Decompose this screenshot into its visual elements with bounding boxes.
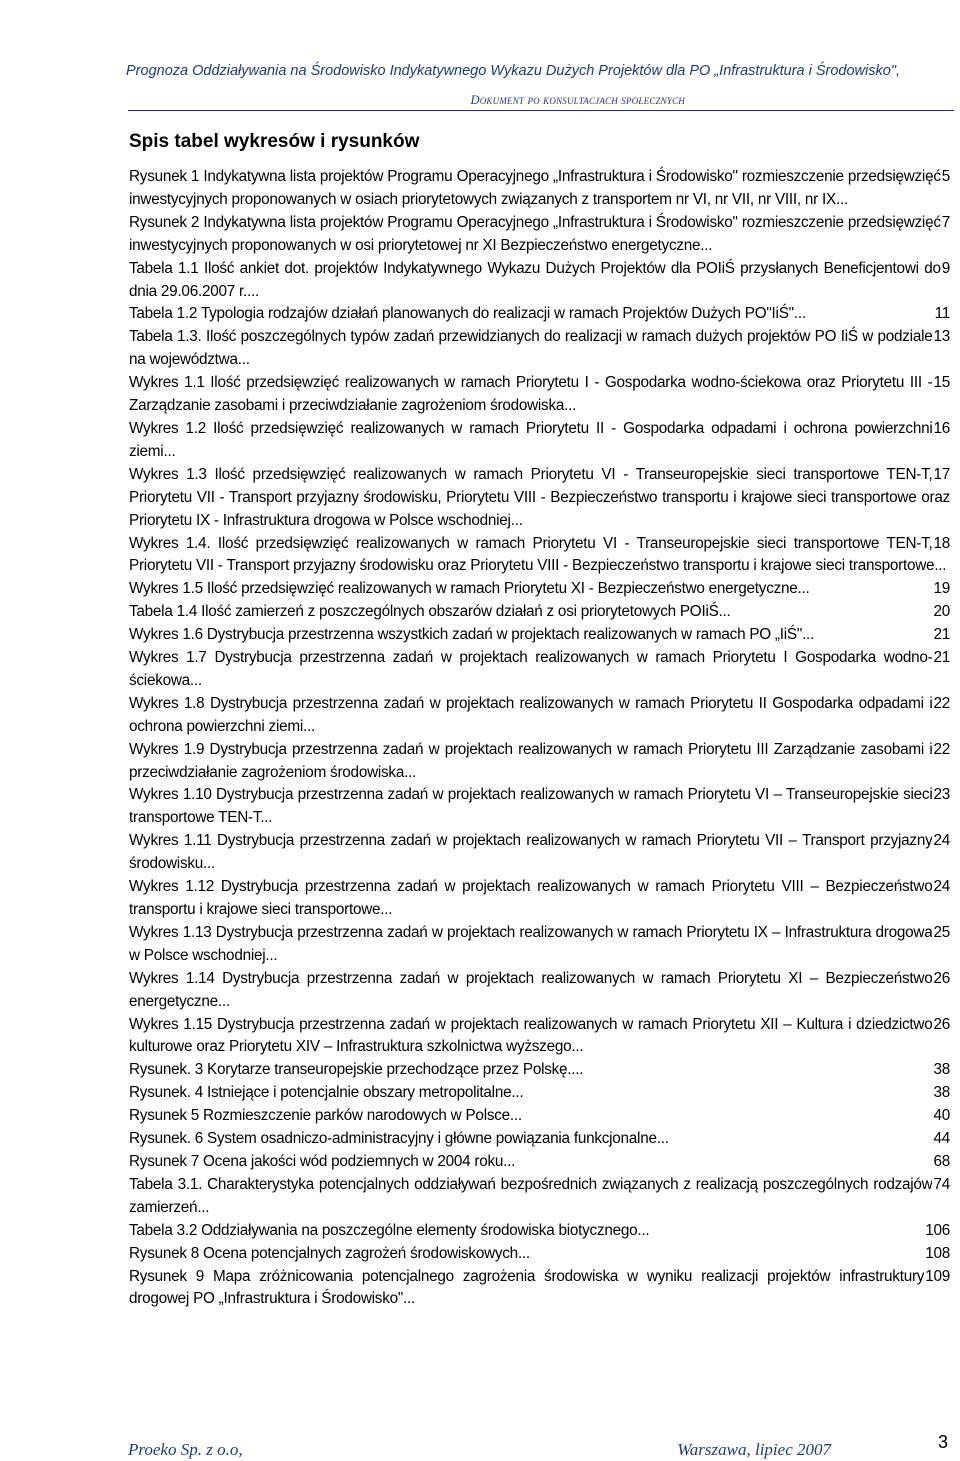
toc-entry[interactable] — [129, 876, 950, 922]
toc-entry-text: Wykres 1.6 Dystrybucja przestrzenna wszystkich zadań w projektach realizowanych w ramach PO „IiŚ" — [129, 626, 803, 644]
toc-entry-page: 108 — [924, 1243, 950, 1266]
toc-leader-dots: ... — [797, 580, 810, 598]
toc-entry-page: 22 — [932, 693, 950, 716]
toc-entry-page: 106 — [924, 1220, 950, 1243]
toc-entry-page: 5 — [941, 166, 950, 189]
toc-entry-page: 25 — [932, 922, 950, 945]
toc-entry-text: Rysunek. 6 System osadniczo-administracyjny i główne powiązania funkcjonalne — [129, 1130, 657, 1148]
toc-entry-text: Wykres 1.2 Ilość przedsięwzięć realizowanych w ramach Priorytetu II - Gospodarka odpadami i ochrona powierzchni ziemi — [129, 419, 933, 460]
toc-leader-dots: ... — [802, 626, 815, 644]
toc-entry-page: 22 — [932, 739, 950, 762]
toc-entry-text: Wykres 1.10 Dystrybucja przestrzenna zadań w projektach realizowanych w ramach Priorytetu VI – Transeuropejskie sieci transportowe TEN-T — [129, 786, 933, 827]
toc-entry[interactable] — [129, 830, 950, 876]
toc-leader-dots: ... — [203, 855, 216, 873]
toc-leader-dots: ... — [510, 511, 523, 529]
toc-entry-text: Rysunek 7 Ocena jakości wód podziemnych w 2004 roku — [129, 1152, 504, 1170]
toc-entry[interactable] — [129, 1151, 950, 1174]
toc-entry-page: 26 — [932, 968, 950, 991]
toc-leader-dots: ... — [571, 1038, 584, 1056]
toc-leader-dots: ... — [564, 397, 577, 415]
toc-entry-page: 38 — [932, 1082, 950, 1105]
toc-entry-text: Wykres 1.4. Ilość przedsięwzięć realizowanych w ramach Priorytetu VI - Transeuropejskie sieci transportowe TEN-T, Priorytetu VII - Transport przyjazny środowisku oraz Priorytetu VIII - Bezpieczeństwo transportu i krajowe sieci transportowe — [129, 534, 935, 575]
toc-entry-page: 15 — [932, 372, 950, 395]
toc-leader-dots: ... — [571, 1061, 584, 1079]
toc-entry-page: 17 — [932, 464, 950, 487]
toc-entry-text: Tabela 3.1. Charakterystyka potencjalnych oddziaływań bezpośrednich związanych z realizacją poszczególnych rodzajów zamierzeń — [129, 1175, 933, 1216]
toc-entry-page: 40 — [932, 1105, 950, 1128]
toc-entry[interactable] — [129, 1105, 950, 1128]
toc-entry[interactable] — [129, 464, 950, 533]
toc-entry-page: 21 — [932, 647, 950, 670]
toc-entry[interactable] — [129, 578, 950, 601]
toc-entry[interactable] — [129, 601, 950, 624]
toc-leader-dots: ... — [246, 282, 259, 300]
toc-leader-dots: ... — [793, 305, 806, 323]
toc-entry-text: Wykres 1.8 Dystrybucja przestrzenna zadań w projektach realizowanych w ramach Priorytetu II Gospodarka odpadami i ochrona powierzchni ziemi — [129, 694, 933, 735]
toc-leader-dots: ... — [503, 1152, 516, 1170]
header-divider — [128, 110, 954, 111]
toc-entry-page: 38 — [932, 1059, 950, 1082]
toc-entry-page: 21 — [932, 624, 950, 647]
toc-entry-text: Wykres 1.1 Ilość przedsięwzięć realizowanych w ramach Priorytetu I - Gospodarka wodno-ściekowa oraz Priorytetu III - Zarządzanie zasobami i przeciwdziałanie zagrożeniom środowiska — [129, 374, 933, 415]
toc-entry-text: Rysunek 2 Indykatywna lista projektów Programu Operacyjnego „Infrastruktura i Środowisko" rozmieszczenie przedsięwzięć inwestycyjnych proponowanych w osi priorytetowej nr XI Bezpieczeństwo energetyczne — [129, 213, 941, 254]
toc-entry-page: 24 — [932, 876, 950, 899]
toc-entry-text: Wykres 1.7 Dystrybucja przestrzenna zadań w projektach realizowanych w ramach Priorytetu I Gospodarka wodno-ściekowa — [129, 649, 933, 689]
toc-entry[interactable] — [129, 1266, 950, 1312]
footer-company: Proeko Sp. z o.o, — [128, 1440, 243, 1459]
toc-entry-text: Wykres 1.14 Dystrybucja przestrzenna zadań w projektach realizowanych w ramach Priorytetu XI – Bezpieczeństwo energetyczne — [129, 969, 933, 1010]
toc-entry-page: 23 — [932, 784, 950, 807]
toc-entry-text: Wykres 1.12 Dystrybucja przestrzenna zadań w projektach realizowanych w ramach Priorytetu VIII – Bezpieczeństwo transportu i krajowe sieci transportowe — [129, 878, 933, 918]
toc-entry-page: 26 — [932, 1014, 950, 1037]
toc-entry[interactable] — [129, 693, 950, 739]
toc-leader-dots: ... — [934, 557, 947, 575]
toc-entry-text: Tabela 1.4 Ilość zamierzeń z poszczególnych obszarów działań z osi priorytetowych POIiŚ — [129, 603, 719, 621]
toc-entry-page: 68 — [932, 1151, 950, 1174]
toc-leader-dots: ... — [511, 1084, 524, 1102]
toc-entry-text: Rysunek. 4 Istniejące i potencjalnie obszary metropolitalne — [129, 1084, 512, 1102]
toc-entry-page: 20 — [932, 601, 950, 624]
page-number: 3 — [937, 1432, 948, 1452]
toc-entry-text: Tabela 1.2 Typologia rodzajów działań planowanych do realizacji w ramach Projektów Dużych PO"IiŚ" — [129, 305, 794, 323]
toc-entry-page: 11 — [934, 303, 950, 326]
toc-entry-text: Rysunek 9 Mapa zróżnicowania potencjalnego zagrożenia środowiska w wyniku realizacji projektów infrastruktury drogowej PO „Infrastruktura i Środowisko" — [129, 1267, 925, 1308]
toc-leader-dots: ... — [637, 1221, 650, 1239]
toc-entry-text: Rysunek. 3 Korytarze transeuropejskie przechodzące przez Polskę. — [129, 1061, 572, 1079]
toc-entry[interactable] — [129, 1174, 950, 1220]
toc-entry[interactable] — [129, 647, 950, 693]
toc-entry-text: Tabela 3.2 Oddziaływania na poszczególne elementy środowiska biotycznego — [129, 1221, 638, 1239]
toc-leader-dots: ... — [189, 671, 202, 689]
toc-leader-dots: ... — [197, 1198, 210, 1216]
toc-entry-text: Wykres 1.9 Dystrybucja przestrzenna zadań w projektach realizowanych w ramach Priorytetu III Zarządzanie zasobami i przeciwdziałanie zagrożeniom środowiska — [129, 740, 933, 781]
toc-leader-dots: ... — [237, 351, 250, 369]
toc-entry-page: 13 — [932, 326, 950, 349]
toc-entry-text: Tabela 1.3. Ilość poszczególnych typów zadań przewidzianych do realizacji w ramach dużych projektów PO IiŚ w podziale na województwa — [129, 328, 933, 369]
toc-leader-dots: ... — [700, 236, 713, 254]
toc-entry[interactable] — [129, 1059, 950, 1082]
toc-leader-dots: ... — [404, 763, 417, 781]
toc-leader-dots: ... — [260, 809, 273, 827]
toc-leader-dots: ... — [163, 442, 176, 460]
toc-entry[interactable] — [129, 624, 950, 647]
toc-entry[interactable] — [129, 418, 950, 464]
toc-entry[interactable] — [129, 922, 950, 968]
document-status-text: Dokument po konsultacjach społecznych — [470, 93, 685, 107]
toc-entry-text: Wykres 1.11 Dystrybucja przestrzenna zadań w projektach realizowanych w ramach Priorytetu VII – Transport przyjazny środowisku — [129, 832, 933, 873]
table-of-figures — [129, 166, 950, 1311]
toc-entry-page: 74 — [932, 1174, 950, 1197]
toc-entry-text: Wykres 1.3 Ilość przedsięwzięć realizowanych w ramach Priorytetu VI - Transeuropejskie sieci transportowe TEN-T, Priorytetu VII - Transport przyjazny środowisku, Priorytetu VIII - Bezpieczeństwo transportu i krajowe sieci transportowe oraz Priorytetu IX - Infrastruktura drogowa w Polsce wschodniej — [129, 465, 950, 529]
toc-entry[interactable] — [129, 1128, 950, 1151]
toc-entry[interactable] — [129, 326, 950, 372]
toc-leader-dots: ... — [656, 1130, 669, 1148]
toc-entry-page: 19 — [932, 578, 950, 601]
toc-entry-text: Rysunek 5 Rozmieszczenie parków narodowych w Polsce — [129, 1107, 510, 1125]
toc-entry[interactable] — [129, 1220, 950, 1243]
toc-leader-dots: ... — [265, 946, 278, 964]
toc-entry[interactable] — [129, 739, 950, 785]
toc-leader-dots: ... — [380, 901, 393, 918]
toc-entry[interactable] — [129, 784, 950, 830]
toc-leader-dots: ... — [403, 1290, 416, 1308]
toc-leader-dots: ... — [303, 717, 315, 735]
toc-entry-text: Tabela 1.1 Ilość ankiet dot. projektów Indykatywnego Wykazu Dużych Projektów dla POIiŚ przysłanych Beneficjentowi do dnia 29.06.2007 r. — [129, 259, 941, 300]
toc-entry-page: 18 — [932, 533, 950, 556]
toc-leader-dots: ... — [217, 992, 230, 1010]
toc-entry[interactable] — [129, 212, 950, 258]
toc-entry-page: 109 — [924, 1266, 950, 1289]
toc-entry-page: 24 — [932, 830, 950, 853]
toc-entry[interactable] — [129, 533, 950, 579]
toc-entry-page: 16 — [932, 418, 950, 441]
toc-entry-text: Rysunek 8 Ocena potencjalnych zagrożeń środowiskowych — [129, 1244, 518, 1262]
toc-entry-text: Wykres 1.13 Dystrybucja przestrzenna zadań w projektach realizowanych w ramach Priorytetu IX – Infrastruktura drogowa w Polsce wschodniej — [129, 923, 933, 964]
toc-entry-page: 9 — [941, 258, 950, 281]
toc-entry[interactable] — [129, 1243, 950, 1266]
toc-entry-text: Wykres 1.15 Dystrybucja przestrzenna zadań w projektach realizowanych w ramach Priorytetu XII – Kultura i dziedzictwo kulturowe oraz Priorytetu XIV – Infrastruktura szkolnictwa wyższego — [129, 1015, 933, 1056]
toc-entry-text: Wykres 1.5 Ilość przedsięwzięć realizowanych w ramach Priorytetu XI - Bezpieczeństwo energetyczne — [129, 580, 798, 598]
toc-entry[interactable] — [129, 1082, 950, 1105]
toc-entry-text: Rysunek 1 Indykatywna lista projektów Programu Operacyjnego „Infrastruktura i Środowisko" rozmieszczenie przedsięwzięć inwestycyjnych proponowanych w osiach priorytetowych związanych z transportem nr VI, nr VII, nr VIII, nr IX — [129, 168, 941, 208]
toc-entry-page: 44 — [932, 1128, 950, 1151]
toc-entry[interactable] — [129, 303, 950, 326]
toc-entry[interactable] — [129, 1014, 950, 1060]
toc-entry[interactable] — [129, 258, 950, 304]
toc-leader-dots: ... — [718, 603, 731, 621]
document-title: Prognoza Oddziaływania na Środowisko Indykatywnego Wykazu Dużych Projektów dla PO „Infrastruktura i Środowisko", — [126, 63, 900, 79]
footer-date: Warszawa, lipiec 2007 — [677, 1440, 831, 1459]
document-status — [471, 93, 686, 108]
toc-leader-dots: ... — [509, 1107, 522, 1125]
toc-entry[interactable] — [129, 166, 950, 212]
toc-entry[interactable] — [129, 372, 950, 418]
toc-leader-dots: ... — [835, 190, 848, 208]
toc-entry[interactable] — [129, 968, 950, 1014]
toc-entry-page: 7 — [941, 212, 950, 235]
toc-heading: Spis tabel wykresów i rysunków — [129, 131, 420, 152]
toc-leader-dots: ... — [517, 1244, 530, 1262]
